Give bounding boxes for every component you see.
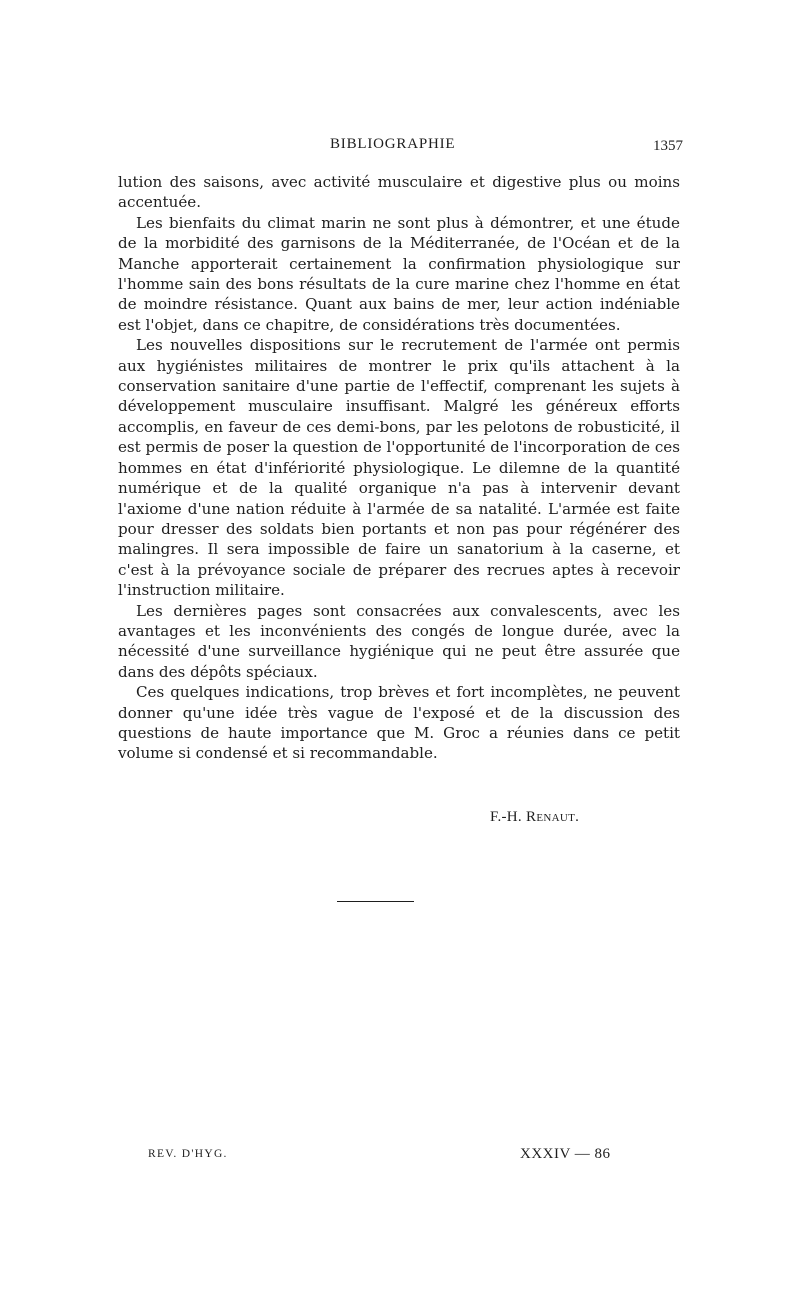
footer-journal: REV. D'HYG. [148,1148,228,1160]
body-text [118,172,680,764]
paragraph-convalescents: Les dernières pages sont consacrées aux convalescents, avec les avantages et les inconvénients des congés de longue durée, avec la nécessité d'une surveillance hygiénique qui ne peut être assurée que dans des dépôts spéciaux. [118,601,680,681]
paragraph-conclusion: Ces quelques indications, trop brèves et fort incomplètes, ne peuvent donner qu'une idée très vague de l'exposé et de la discussion des questions de haute importance que M. Groc a réunies dans ce petit volume si condensé et si recommandable. [118,683,680,763]
author-surname: Renaut. [526,809,580,825]
author-signature [490,807,579,827]
page-number: 1357 [653,138,683,154]
paragraph-continuation: lution des saisons, avec activité musculaire et digestive plus ou moins accentuée. [118,173,680,212]
section-title: BIBLIOGRAPHIE [330,136,456,152]
footer-volume-page: XXXIV — 86 [520,1146,611,1162]
paragraph-marine-climate: Les bienfaits du climat marin ne sont plus à démontrer, et une étude de la morbidité des garnisons de la Méditerranée, de l'Océan et de la Manche apporterait certainement la confirmation physiologique sur l'homme sain des bons résultats de la cure marine chez l'homme en état de moindre résistance. Quant aux bains de mer, leur action indéniable est l'objet, dans ce chapitre, de considérations très documentées. [118,213,680,334]
author-initials: F.-H. [490,809,522,825]
paragraph-recruitment: Les nouvelles dispositions sur le recrutement de l'armée ont permis aux hygiénistes militaires de montrer le prix qu'ils attachent à la conservation sanitaire d'une partie de l'effectif, comprenant les sujets à développement musculaire insuffisant. Malgré les généreux efforts accomplis, en faveur de ces demi-bons, par les pelotons de robusticité, il est permis de poser la question de l'opportunité de l'incorporation de ces hommes en état d'infériorité physiologique. Le dilemne de la quantité numérique et de la qualité organique n'a pas à intervenir devant l'axiome d'une nation réduite à l'armée de sa natalité. L'armée est faite pour dresser des soldats bien portants et non pas pour régénérer des malingres. Il sera impossible de faire un sanatorium à la caserne, et c'est à la prévoyance sociale de préparer des recrues aptes à recevoir l'instruction militaire. [118,336,680,600]
section-divider [337,901,414,902]
running-header [118,134,683,158]
